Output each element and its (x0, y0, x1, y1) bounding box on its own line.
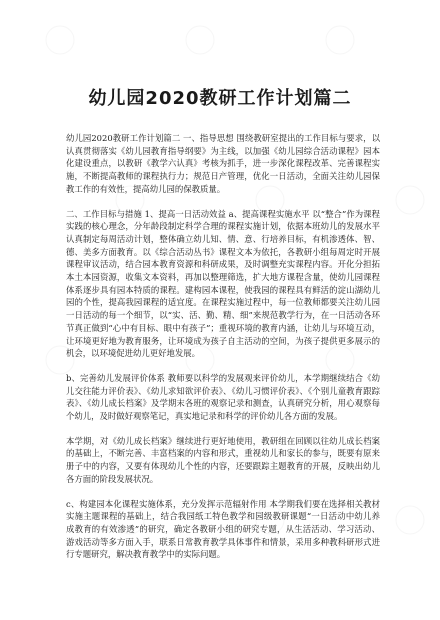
paragraph-guiding-ideology: 幼儿园2020教研工作计划篇二 一、指导思想 围绕教研室提出的工作目标与要求，以认真贯彻落实《幼儿园教育指导纲要》为主线，以加强《幼儿园综合活动课程》园本化建设重点，以教研《教学六认真》考核为抓手，进一步深化课程改革、完善课程实施，不断提高教师的课程执行力；规范日产管理，优化一日活动，全面关注幼儿园保教工作的有效性，提高幼儿园的保教质量。 (66, 133, 380, 194)
document-body (66, 132, 380, 561)
paragraph-goals-measures: 二、工作目标与措施 1、提高一日活动效益 a、提高课程实施水平 以“整合”作为课程实践的核心理念，分年龄段制定科学合理的课程实施计划，依据本班幼儿的发展水平认真制定每周活动计划，整体确立幼儿知、情、意、行培养目标，有机渗透体、智、德、美多方面教育。以《综合活动丛书》课程文本为依托，各教研小组每周定时开展课程审议活动，结合园本教育资源和科研成果，及时调整充实课程内容。开化分担拓本土本园资源，收集文本资料，再加以整理筛选，扩大地方课程含量，使幼儿园课程体系逐步具有园本特质的课程。建构园本课程，使我园的课程具有鲜活的淀山湖幼儿园的个性，提高我园课程的适宜度。在课程实施过程中，每一位教师都要关注幼儿园一日活动的每一个细节，以“实、活、勤、精、细”来规范教学行为，在一日活动各环节真正做到“心中有目标、眼中有孩子”；重视环境的教育内涵，让幼儿与环境互动，让环境更好地为教育服务，让环境成为孩子自主活动的空间，为孩子提供更多展示的机会，以环境促进幼儿更好地发展。 (66, 208, 380, 359)
document-title: 幼儿园2020教研工作计划篇二 (88, 88, 352, 109)
paragraph-growth-archive: 本学期，对《幼儿成长档案》继续进行更好地使用，教研组在回顾以往幼儿成长档案的基础上，不断完善、丰富档案的内容和形式，重视幼儿和家长的参与，既要有原来册子中的内容，又要有体现幼儿个性的内容，还要跟踪主题教育的开展，反映出幼儿各方面的阶段发展状况。 (66, 435, 380, 484)
paragraph-curriculum-system: c、构建园本化课程实施体系，充分发挥示范辐射作用 本学期我们要在选择相关教材实施主题课程的基础上，结合我园纸工特色教学和园级教研课题“一日活动中幼儿养成教育的有效渗透”的研究，确定各教研小组的研究专题，从生活活动、学习活动、游戏活动等多方面入手，联系日常教育教学具体事件和情景，采用多种教科研形式进行专题研究，解决教育教学中的实际问题。 (66, 498, 380, 560)
paragraph-evaluation-system: b、完善幼儿发展评价体系 教师要以科学的发展观来评价幼儿，本学期继续结合《幼儿交往能力评价表》、《幼儿求知欲评价表》、《幼儿习惯评价表》、《个别儿童教育跟踪表》、《幼儿成长档案》及学期末各班的观察记录和测查，认真研究分析，用心观察每个幼儿，及时做好观察笔记，真实地记录和科学的评价幼儿各方面的发展。 (66, 372, 380, 422)
